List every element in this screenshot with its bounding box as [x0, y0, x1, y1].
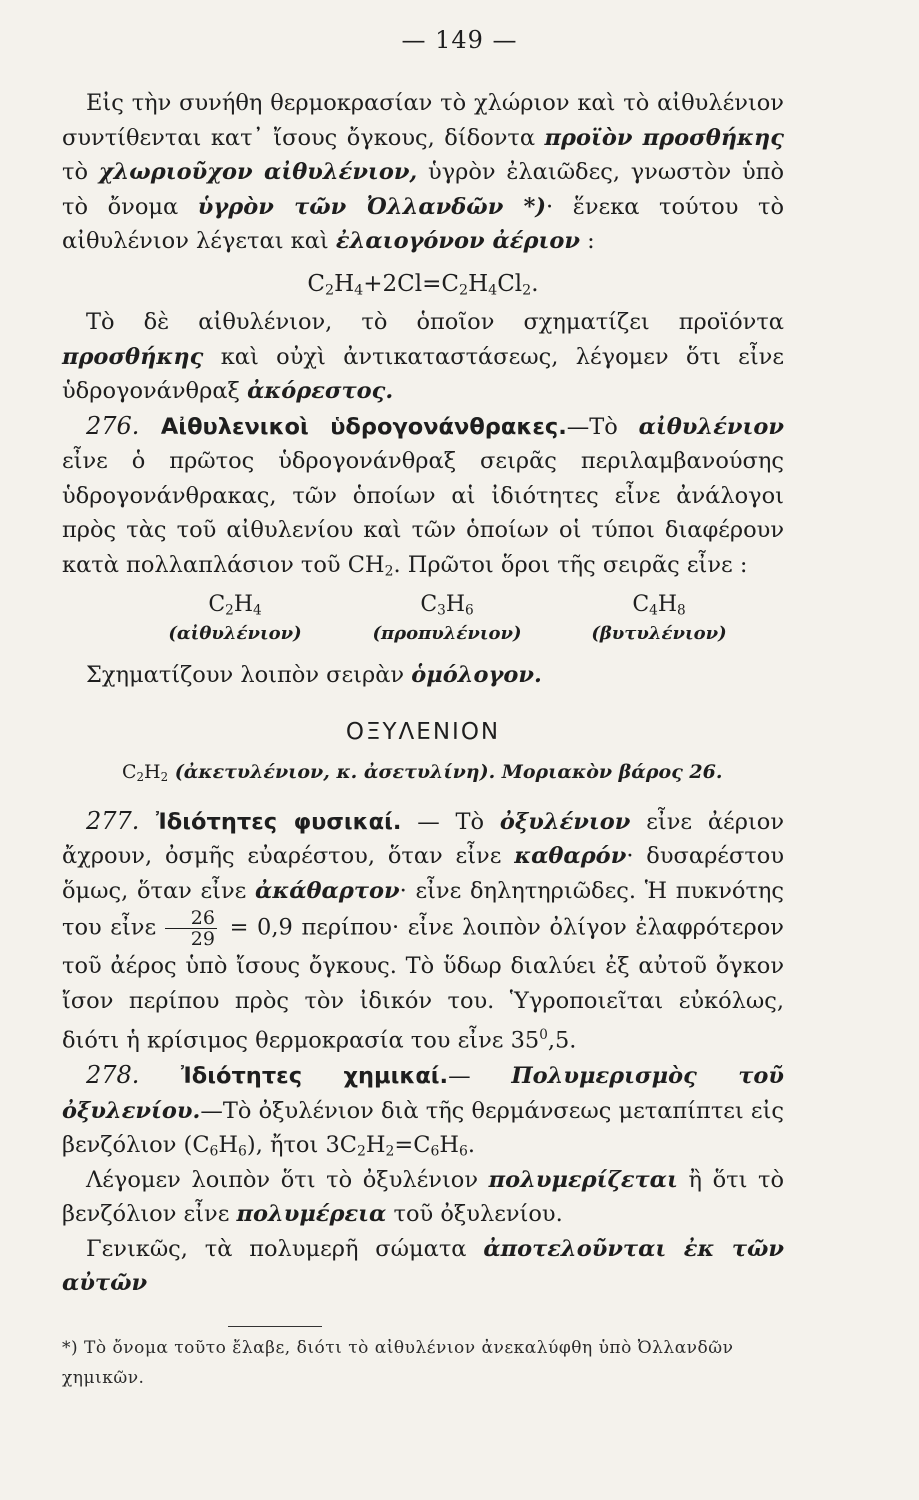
text: Εἰς τὴν συνήθη θερμοκρασίαν τὸ χλώριον καὶ τὸ αἰθυλένιον συντίθενται κατ᾽ ἴσους ὄγκους, δίδοντα	[62, 90, 784, 151]
subscript: 2	[385, 1143, 395, 1160]
term-homologous: ὁμόλογον.	[411, 662, 542, 688]
section-title: Ἰδιότητες χημικαί.	[139, 1063, 449, 1089]
section-number: 277.	[86, 806, 140, 835]
text: —Τὸ ὀξυλένιον διὰ τῆς θερμάνσεως μεταπίπτει εἰς βενζόλιον (C	[62, 1097, 784, 1158]
section-277	[62, 804, 784, 1059]
page-body	[62, 86, 784, 1301]
term-polymer: πολυμέρεια	[236, 1201, 387, 1227]
term-polymerizes: πολυμερίζεται	[488, 1166, 678, 1193]
text: H	[218, 1132, 239, 1158]
term-dutch-liquid: ὑγρὸν τῶν Ὀλλανδῶν	[197, 193, 504, 220]
subscript: 4	[354, 282, 364, 299]
series-name: (βυτυλένιον)	[591, 623, 727, 644]
subscript: 4	[649, 602, 658, 619]
text: H	[439, 1132, 459, 1158]
subscript: 4	[488, 282, 498, 299]
footnote: *) Τὸ ὄνομα τοῦτο ἔλαβε, διότι τὸ αἰθυλένιον ἀνεκαλύφθη ὑπὸ Ὀλλανδῶν χημικῶν.	[62, 1338, 734, 1388]
paragraph-chlorine-ethylene	[62, 86, 784, 259]
formula-part: C	[208, 592, 226, 617]
text: —Τὸ	[566, 413, 639, 440]
formula-part: .	[531, 270, 539, 297]
page-number: — 149 —	[401, 26, 518, 54]
subscript: 4	[253, 602, 262, 619]
subscript: 2	[522, 282, 532, 299]
formula-part: Cl	[497, 270, 523, 297]
subscript: 2	[458, 282, 469, 299]
series-formula	[564, 590, 754, 620]
text: H	[365, 1132, 386, 1158]
subscript: 8	[677, 602, 686, 619]
text: =C	[394, 1132, 431, 1158]
text: εἶνε ὁ πρῶτος ὑδρογονάνθραξ σειρᾶς περιλαμβανούσης ὑδρογονάνθρακας, τῶν ὁποίων αἱ ἰδιότητες εἶνε ἀνάλογοι πρὸς τὰς τοῦ αἰθυλενίου καὶ τῶν ὁποίων οἱ τύποι διαφέρουν κατὰ πολλαπλάσιον τοῦ CH	[62, 448, 784, 578]
series-name: (αἰθυλένιον)	[168, 623, 302, 644]
text: ), ἤτοι 3C	[246, 1132, 357, 1158]
section-title: Αἰθυλενικοὶ ὑδρογονάνθρακες.	[139, 413, 567, 440]
text: Τὸ δὲ αἰθυλένιον, τὸ ὁποῖον σχηματίζει προϊόντα	[86, 309, 784, 335]
text: εἶνε ἀέριον ἄχρουν, ὀσμῆς εὐαρέστου, ὅταν εἶνε	[62, 808, 784, 869]
text: · εἶνε δηλητηριῶδες. Ἡ πυκνότης του εἶνε	[62, 877, 784, 941]
term-acetylene: ὀξυλένιον	[499, 808, 631, 835]
text: Λέγομεν λοιπὸν ὅτι τὸ ὀξυλένιον	[86, 1166, 489, 1193]
text: ὑγρὸν ἐλαιῶδες, γνωστὸν ὑπὸ τὸ ὄνομα	[62, 159, 784, 220]
footnote-rule	[228, 1326, 322, 1327]
formula-part: +2Cl=C	[363, 270, 459, 297]
subscript: 6	[238, 1143, 247, 1160]
degree-sign: 0	[539, 1027, 548, 1043]
term-pure: καθαρόν	[514, 843, 627, 869]
text: . Πρῶτοι ὅροι τῆς σειρᾶς εἶνε :	[393, 551, 748, 578]
text: τὸ	[62, 159, 99, 185]
subscript: 2	[384, 562, 394, 579]
footnote-marker: *)	[503, 193, 547, 220]
denominator: 29	[190, 928, 215, 950]
molecule-line	[62, 755, 784, 790]
subscript: 2	[225, 602, 234, 619]
term-polymerization: Πολυμερισμὸς τοῦ ὀξυλενίου.	[62, 1063, 784, 1124]
text: · ἕνεκα τούτου τὸ αἰθυλένιον λέγεται καὶ	[62, 193, 784, 254]
subscript: 6	[465, 602, 474, 619]
paragraph-general	[62, 1232, 784, 1301]
series-name: (προπυλένιον)	[372, 623, 522, 644]
formula-part: C	[632, 592, 650, 617]
series-member-butylene	[564, 590, 754, 648]
section-278	[62, 1058, 784, 1163]
term-ethylene: αἰθυλένιον	[638, 413, 784, 440]
term-impure: ἀκάθαρτον	[255, 877, 400, 904]
text: Σχηματίζουν λοιπὸν σειρὰν	[86, 662, 412, 688]
section-number: 276.	[86, 411, 140, 440]
series-member-propylene	[352, 590, 542, 648]
paragraph-homologous	[62, 658, 784, 693]
density-fraction	[165, 908, 217, 949]
text: —	[448, 1063, 512, 1089]
series-formula	[140, 590, 330, 620]
subscript: 6	[430, 1143, 440, 1160]
term-addition-product: προϊὸν προσθήκης	[544, 124, 784, 151]
text: τοῦ ὀξυλενίου.	[386, 1201, 563, 1227]
formula-part: H	[233, 592, 254, 617]
series-formula	[352, 590, 542, 620]
subscript: 3	[437, 602, 446, 619]
text: = 0,9 περίπου· εἶνε λοιπὸν ὀλίγον ἐλαφρότερον τοῦ ἀέρος ὑπὸ ἴσους ὄγκους. Τὸ ὕδωρ διαλύει ἐξ αὐτοῦ ὄγκον ἴσον περίπου πρὸς τὸν ἰδικόν του. Ὑγροποιεῖται εὐκόλως, διότι ἡ κρίσιμος θερμοκρασία του εἶνε 35	[62, 914, 784, 1054]
text: — Τὸ	[401, 808, 500, 835]
subscript: 6	[458, 1143, 468, 1160]
numerator: 26	[165, 908, 217, 929]
formula-part: C	[307, 270, 326, 297]
series-member-ethylene	[140, 590, 330, 648]
formula-part: C	[122, 761, 137, 783]
section-number: 278.	[86, 1061, 140, 1089]
term-unsaturated: ἀκόρεστος.	[247, 378, 394, 404]
text: Γενικῶς, τὰ πολυμερῆ σώματα	[86, 1235, 484, 1262]
term-olefiant-gas: ἐλαιογόνον ἀέριον	[335, 228, 580, 254]
text: ,5.	[547, 1027, 577, 1054]
formula-part: H	[445, 592, 466, 617]
chapter-heading: ΟΞΥΛΕΝΙΟΝ	[345, 718, 501, 745]
molecule-description: (ἀκετυλένιον, κ. ἀσετυλίνη). Μοριακὸν βάρος 26.	[168, 761, 723, 783]
term-chloro-ethylene: χλωριοῦχον αἰθυλένιον,	[98, 159, 418, 185]
formula-chlorination	[62, 267, 784, 302]
formula-part: C	[420, 592, 438, 617]
section-276	[62, 409, 784, 583]
subscript: 2	[136, 769, 145, 784]
text: καὶ οὐχὶ ἀντικαταστάσεως, λέγομεν ὅτι εἶνε ὑδρογονάνθραξ	[62, 343, 784, 404]
formula-part: H	[144, 761, 161, 783]
text: .	[467, 1132, 475, 1158]
homologous-series	[62, 590, 784, 648]
section-title: Ἰδιότητες φυσικαί.	[139, 808, 402, 835]
formula-part: H	[334, 270, 355, 297]
paragraph-polymer	[62, 1163, 784, 1232]
term-consist-of: ἀποτελοῦνται ἐκ τῶν αὐτῶν	[62, 1235, 784, 1296]
subscript: 6	[209, 1143, 219, 1160]
formula-part: H	[657, 592, 678, 617]
formula-part: H	[468, 270, 489, 297]
subscript: 2	[325, 282, 335, 299]
paragraph-unsaturated	[62, 305, 784, 409]
text: ἢ ὅτι τὸ βενζόλιον εἶνε	[62, 1166, 784, 1227]
subscript: 2	[160, 769, 169, 784]
text: · δυσαρέστου ὅμως, ὅταν εἶνε	[62, 843, 784, 904]
text: :	[579, 228, 595, 254]
subscript: 2	[356, 1143, 366, 1160]
term-addition: προσθήκης	[62, 343, 204, 370]
